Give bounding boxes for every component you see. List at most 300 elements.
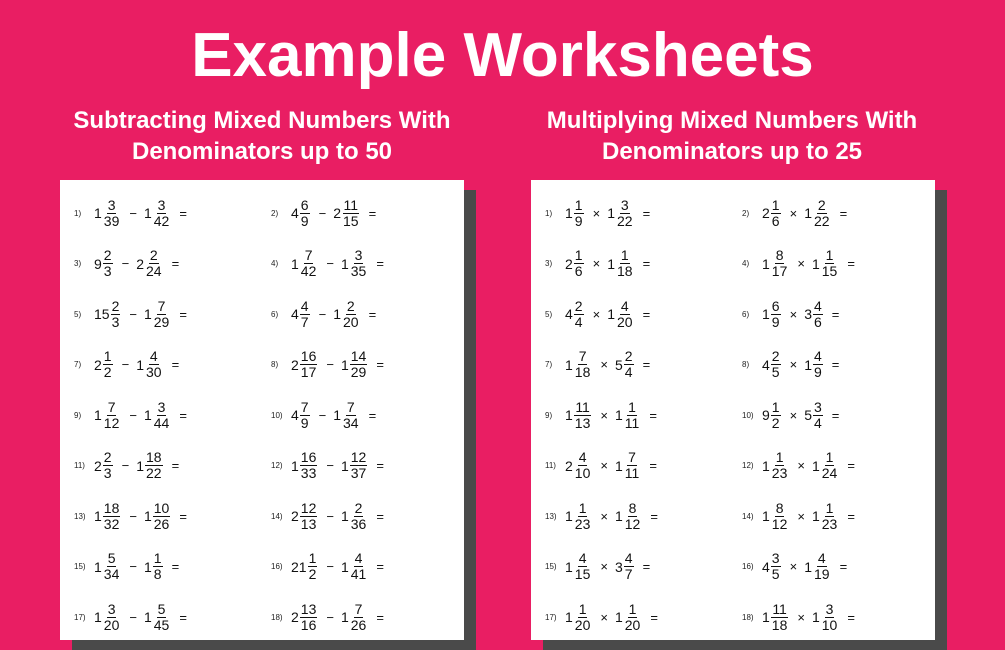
whole-part: 1 (614, 609, 623, 625)
denominator: 6 (771, 212, 780, 229)
denominator: 18 (574, 364, 591, 380)
problem (742, 395, 839, 435)
problem (545, 244, 650, 284)
whole-part: 4 (291, 205, 299, 221)
equals-sign: = (171, 256, 180, 271)
mixed-number (565, 400, 593, 431)
mixed-number (94, 501, 122, 532)
whole-part: 1 (94, 508, 102, 524)
fraction (813, 400, 823, 431)
fraction (350, 349, 368, 380)
fraction (153, 400, 171, 431)
subtitle-line-2: Denominators up to 50 (131, 138, 393, 165)
operator: − (318, 205, 327, 221)
problem-number: 18) (742, 612, 754, 622)
operator: × (600, 609, 608, 625)
equals-sign: = (376, 256, 384, 271)
fraction (300, 198, 310, 229)
operator: × (797, 609, 805, 625)
fraction (624, 501, 642, 532)
denominator: 42 (153, 212, 170, 229)
whole-part: 1 (565, 407, 573, 423)
fraction (153, 501, 171, 532)
mixed-number (136, 248, 164, 279)
equals-sign: = (839, 205, 848, 221)
fraction (771, 299, 781, 330)
fraction (574, 198, 584, 229)
mixed-number (341, 248, 369, 279)
whole-part: 2 (136, 255, 144, 272)
operator: × (797, 508, 805, 524)
whole-part: 4 (762, 356, 770, 373)
denominator: 20 (574, 616, 591, 633)
denominator: 13 (300, 515, 317, 532)
operator: − (121, 458, 130, 473)
problem-number: 10) (271, 410, 283, 420)
fraction (771, 551, 781, 582)
numerator: 1 (153, 550, 162, 566)
mixed-number (94, 450, 115, 481)
operator: × (600, 458, 608, 473)
problem (545, 294, 650, 334)
denominator: 6 (813, 313, 822, 330)
denominator: 3 (111, 313, 120, 330)
mixed-number (762, 349, 783, 380)
numerator: 2 (111, 297, 120, 314)
numerator: 2 (103, 247, 112, 263)
whole-part: 3 (804, 306, 812, 322)
whole-part: 1 (340, 255, 349, 272)
mixed-number (136, 349, 164, 380)
mixed-number (341, 551, 369, 582)
numerator: 4 (578, 550, 587, 566)
mixed-number (341, 349, 369, 380)
mixed-number (144, 400, 172, 431)
operator: × (592, 205, 601, 221)
mixed-number (144, 501, 172, 532)
problem (742, 345, 839, 385)
whole-part: 1 (143, 205, 152, 221)
problem (271, 244, 384, 284)
mixed-number (565, 299, 586, 330)
fraction (813, 551, 831, 582)
denominator: 15 (574, 566, 591, 582)
fraction (771, 602, 789, 633)
mixed-number (762, 450, 790, 481)
numerator: 7 (346, 398, 355, 415)
fraction (300, 602, 318, 633)
denominator: 13 (574, 414, 591, 431)
fraction (821, 450, 839, 481)
fraction (300, 299, 310, 330)
denominator: 15 (821, 263, 838, 279)
whole-part: 1 (614, 407, 623, 423)
whole-part: 1 (804, 558, 812, 575)
numerator: 3 (813, 398, 822, 415)
numerator: 7 (107, 398, 116, 415)
equals-sign: = (839, 559, 848, 574)
numerator: 8 (775, 247, 784, 263)
problem (271, 496, 384, 536)
fraction (813, 299, 823, 330)
problem-number: 2) (742, 208, 750, 218)
fraction (300, 501, 318, 532)
problem (74, 496, 187, 536)
denominator: 5 (771, 364, 780, 380)
subtitle-line-2: Denominators up to 25 (601, 138, 863, 165)
mixed-number (94, 299, 122, 330)
denominator: 34 (342, 414, 359, 431)
denominator: 3 (103, 465, 112, 481)
operator: − (326, 609, 334, 625)
mixed-number (565, 248, 586, 279)
problem-number: 8) (271, 360, 279, 369)
whole-part: 1 (762, 306, 770, 322)
fraction (813, 198, 831, 229)
worksheet-subtitle-subtracting (52, 105, 472, 167)
numerator: 3 (825, 600, 834, 617)
numerator: 3 (354, 247, 363, 263)
numerator: 7 (304, 247, 313, 263)
whole-part: 1 (136, 356, 144, 373)
denominator: 37 (350, 465, 367, 481)
problem-number: 11) (74, 461, 85, 470)
denominator: 30 (145, 364, 162, 380)
operator: − (121, 256, 130, 271)
denominator: 17 (771, 263, 788, 279)
fraction (574, 551, 592, 582)
problem-number: 17) (74, 612, 86, 622)
denominator: 3 (103, 263, 112, 279)
whole-part: 1 (94, 609, 102, 625)
mixed-number (291, 501, 319, 532)
whole-part: 1 (762, 609, 770, 625)
numerator: 2 (354, 499, 363, 516)
mixed-number (565, 602, 593, 633)
operator: × (789, 306, 798, 322)
whole-part: 9 (762, 407, 770, 423)
denominator: 20 (342, 313, 359, 330)
equals-sign: = (642, 357, 651, 372)
numerator: 2 (346, 297, 355, 314)
problem-number: 18) (271, 612, 283, 622)
problem-number: 4) (742, 259, 750, 268)
problem-number: 10) (742, 410, 754, 420)
problem-number: 1) (545, 208, 553, 218)
numerator: 6 (771, 297, 780, 314)
mixed-number (144, 299, 172, 330)
mixed-number (291, 299, 312, 330)
equals-sign: = (642, 306, 651, 322)
mixed-number (762, 400, 783, 431)
numerator: 12 (350, 449, 367, 465)
denominator: 29 (153, 313, 170, 330)
fraction (574, 248, 584, 279)
whole-part: 1 (811, 255, 820, 272)
denominator: 20 (103, 616, 120, 633)
whole-part: 4 (291, 306, 299, 322)
fraction (350, 450, 368, 481)
equals-sign: = (376, 357, 384, 372)
problem (742, 193, 847, 233)
denominator: 4 (813, 414, 822, 431)
problem (74, 446, 179, 486)
problem (742, 294, 839, 334)
denominator: 9 (574, 212, 583, 229)
numerator: 1 (825, 247, 834, 263)
problem-number: 16) (271, 562, 283, 571)
fraction (771, 349, 781, 380)
problem (74, 547, 179, 587)
problem (271, 547, 384, 587)
numerator: 4 (624, 550, 633, 566)
whole-part: 1 (340, 508, 349, 524)
fraction (821, 248, 839, 279)
numerator: 1 (308, 550, 317, 566)
whole-part: 1 (143, 407, 152, 423)
problem-number: 7) (545, 360, 553, 369)
fraction (103, 400, 121, 431)
problem-number: 3) (545, 259, 553, 268)
problem-number: 5) (74, 309, 82, 319)
whole-part: 21 (291, 558, 307, 575)
whole-part: 1 (94, 205, 102, 221)
whole-part: 1 (811, 609, 820, 625)
numerator: 1 (578, 499, 587, 516)
denominator: 11 (624, 465, 640, 481)
problem (271, 446, 384, 486)
equals-sign: = (179, 609, 187, 625)
denominator: 18 (616, 263, 633, 279)
mixed-number (291, 551, 319, 582)
mixed-number (341, 501, 369, 532)
denominator: 36 (350, 515, 367, 532)
denominator: 16 (300, 616, 317, 633)
numerator: 16 (300, 348, 317, 364)
fraction (111, 299, 121, 330)
whole-part: 1 (565, 205, 573, 221)
equals-sign: = (376, 559, 384, 574)
equals-sign: = (642, 256, 651, 271)
denominator: 2 (308, 566, 317, 582)
whole-part: 5 (614, 356, 623, 373)
fraction (300, 400, 310, 431)
worksheet-page (531, 180, 935, 640)
fraction (342, 198, 360, 229)
numerator: 13 (300, 600, 317, 617)
numerator: 3 (620, 196, 629, 213)
equals-sign: = (831, 306, 840, 322)
numerator: 4 (813, 297, 822, 314)
problem (74, 294, 187, 334)
whole-part: 2 (291, 508, 299, 524)
whole-part: 1 (804, 356, 812, 373)
denominator: 45 (153, 616, 170, 633)
fraction (103, 450, 113, 481)
mixed-number (144, 602, 172, 633)
fraction (300, 450, 318, 481)
denominator: 44 (153, 414, 170, 431)
problem (545, 547, 650, 587)
problem-number: 11) (545, 461, 556, 470)
fraction (350, 602, 368, 633)
mixed-number (804, 551, 832, 582)
worksheet-page (60, 180, 464, 640)
whole-part: 5 (804, 407, 812, 423)
whole-part: 1 (340, 356, 349, 373)
problem (545, 446, 657, 486)
whole-part: 1 (143, 306, 152, 322)
denominator: 39 (103, 212, 120, 229)
problem-number: 12) (742, 461, 754, 470)
denominator: 22 (616, 212, 633, 229)
problem (74, 345, 179, 385)
problem-number: 9) (545, 410, 553, 420)
problem (742, 446, 855, 486)
mixed-number (94, 248, 115, 279)
whole-part: 1 (136, 457, 144, 474)
operator: − (326, 559, 334, 574)
denominator: 15 (342, 212, 359, 229)
operator: × (600, 559, 608, 574)
operator: − (326, 458, 334, 473)
worksheet-preview-subtracting (60, 180, 464, 640)
denominator: 41 (350, 566, 367, 582)
whole-part: 1 (607, 306, 615, 322)
problem (74, 597, 187, 637)
mixed-number (804, 198, 832, 229)
subtitle-line-1: Subtracting Mixed Numbers With (73, 107, 451, 134)
problem (742, 597, 855, 637)
whole-part: 15 (94, 306, 110, 322)
whole-part: 2 (565, 457, 573, 474)
operator: × (789, 205, 798, 221)
whole-part: 1 (340, 457, 349, 474)
operator: × (600, 508, 608, 524)
equals-sign: = (376, 508, 384, 524)
denominator: 2 (103, 364, 112, 380)
numerator: 2 (771, 348, 780, 364)
mixed-number (333, 299, 361, 330)
operator: − (121, 357, 130, 372)
whole-part: 1 (762, 255, 770, 272)
fraction (624, 551, 634, 582)
whole-part: 1 (333, 407, 341, 423)
fraction (103, 248, 113, 279)
operator: × (592, 256, 601, 271)
fraction (574, 299, 584, 330)
mixed-number (607, 248, 635, 279)
mixed-number (804, 299, 825, 330)
numerator: 2 (149, 247, 158, 263)
mixed-number (291, 400, 312, 431)
mixed-number (565, 551, 593, 582)
mixed-number (615, 400, 642, 431)
problem-number: 13) (74, 511, 86, 521)
problem (742, 547, 847, 587)
problem-number: 2) (271, 208, 279, 218)
operator: × (789, 357, 798, 372)
equals-sign: = (376, 609, 384, 625)
numerator: 1 (628, 600, 637, 617)
numerator: 1 (103, 348, 112, 364)
whole-part: 1 (565, 558, 573, 575)
numerator: 1 (578, 600, 587, 617)
whole-part: 2 (94, 356, 102, 373)
numerator: 18 (103, 499, 120, 516)
denominator: 23 (574, 515, 591, 532)
problem-number: 12) (271, 461, 283, 470)
equals-sign: = (368, 306, 377, 322)
problem-number: 3) (74, 259, 82, 268)
mixed-number (291, 450, 319, 481)
fraction (821, 501, 839, 532)
operator: − (129, 508, 137, 524)
whole-part: 2 (291, 609, 299, 625)
numerator: 7 (578, 348, 587, 364)
fraction (574, 501, 592, 532)
denominator: 6 (574, 263, 583, 279)
whole-part: 1 (143, 508, 152, 524)
numerator: 3 (771, 550, 780, 566)
numerator: 3 (107, 196, 116, 213)
numerator: 1 (574, 247, 583, 263)
mixed-number (804, 349, 825, 380)
fraction (624, 400, 641, 431)
equals-sign: = (642, 559, 651, 574)
operator: − (129, 205, 137, 221)
fraction (821, 602, 839, 633)
denominator: 12 (771, 515, 788, 532)
whole-part: 4 (762, 558, 770, 575)
whole-part: 1 (94, 407, 102, 423)
equals-sign: = (368, 205, 377, 221)
numerator: 3 (107, 600, 116, 617)
numerator: 3 (157, 398, 166, 415)
fraction (771, 501, 789, 532)
whole-part: 1 (340, 558, 349, 575)
whole-part: 4 (565, 306, 573, 322)
fraction (574, 450, 592, 481)
equals-sign: = (847, 458, 855, 473)
operator: − (326, 256, 334, 271)
mixed-number (291, 248, 319, 279)
numerator: 1 (825, 499, 834, 516)
page-title: Example Worksheets (191, 21, 814, 90)
mixed-number (615, 501, 643, 532)
numerator: 3 (157, 196, 166, 213)
problem-number: 7) (74, 360, 82, 369)
fraction (616, 248, 634, 279)
fraction (145, 450, 163, 481)
equals-sign: = (179, 205, 187, 221)
fraction (350, 551, 368, 582)
denominator: 17 (300, 364, 317, 380)
mixed-number (615, 551, 636, 582)
fraction (145, 349, 163, 380)
mixed-number (94, 400, 122, 431)
mixed-number (615, 602, 643, 633)
whole-part: 1 (565, 508, 573, 524)
operator: − (318, 306, 327, 322)
numerator: 7 (628, 449, 636, 465)
denominator: 20 (616, 313, 633, 330)
problem-number: 14) (742, 511, 754, 521)
fraction (350, 248, 368, 279)
whole-part: 1 (291, 457, 299, 474)
whole-part: 1 (291, 255, 299, 272)
equals-sign: = (847, 256, 855, 271)
